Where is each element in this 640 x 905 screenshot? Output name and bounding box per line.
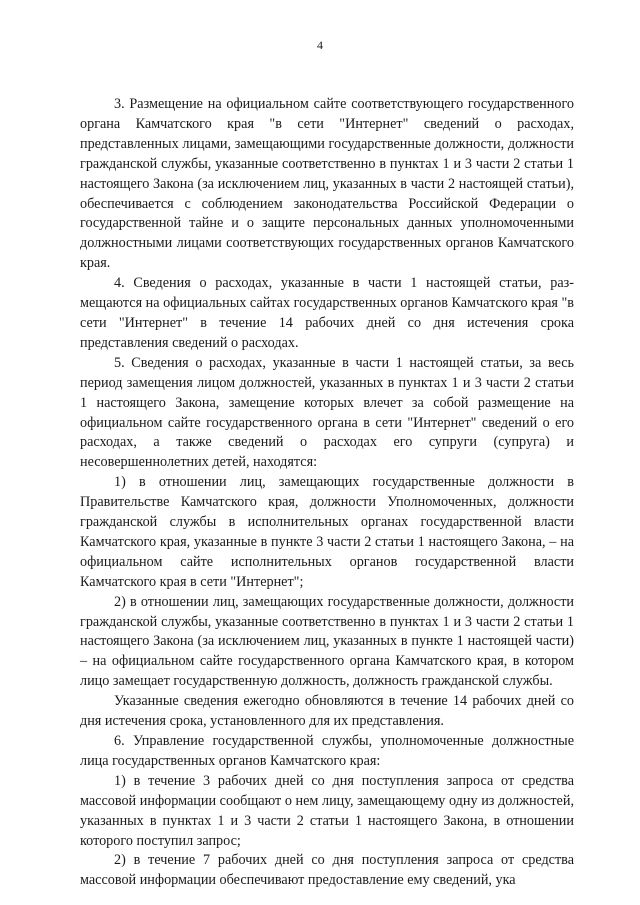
- paragraph-5: 5. Сведения о расходах, указанные в части 1 настоящей статьи, за весь период замещения лицом должностей, указанных в пунктах 1 и 3 части 2 статьи 1 настоящего Закона, замещение которых влечет за собой размещение на официальном сайте государственного органа в сети "Интернет" сведений о его расходах, а также сведений о расходах его супруги (супруга) и несовершеннолетних детей, находятся:: [80, 354, 574, 471]
- document-body: [80, 95, 574, 891]
- paragraph-5-item-2: 2) в отношении лиц, замещающих государственные должности, должности гражданской службы, указанные соответственно в пунктах 1 и 3 части 2 статьи 1 настоящего Закона (за исключением лиц, указанных в пункте 1 настоящей части) – на официальном сайте государственного органа Камчатского края, в котором лицо замещает государственную должность, должность гражданской службы.: [80, 593, 574, 690]
- paragraph-6-item-2: 2) в течение 7 рабочих дней со дня поступления запроса от средства массовой информации обеспечивают предоставление ему сведений, ука: [80, 852, 574, 889]
- paragraph-update-note: Указанные сведения ежегодно обновляются в течение 14 рабочих дней со дня истечения срока, установленного для их представления.: [80, 693, 574, 730]
- paragraph-4: 4. Сведения о расходах, указанные в части 1 настоящей статьи, размещаются на официальных сайтах государственных органов Камчатского края "в сети "Интернет" в течение 14 рабочих дней со дня истечения срока представления сведений о расходах.: [80, 275, 574, 351]
- page-number: 4: [317, 38, 323, 52]
- paragraph-3: 3. Размещение на официальном сайте соответствующего государственного органа Камчатского края "в сети "Интернет" сведений о расходах, представленных лицами, замещающими государственные должности, должности гражданской службы, указанные соответственно в пунктах 1 и 3 части 2 статьи 1 настоящего Закона (за исключением лиц, указанных в части 2 настоящей статьи), обеспечивается с соблюдением законодательства Российской Федерации о государственной тайне и о защите персональных данных уполномоченными должностными лицами соответствующих государственных органов Камчатского края.: [80, 96, 574, 272]
- paragraph-5-item-1: 1) в отношении лиц, замещающих государственные должности в Правительстве Камчатского края, должности Уполномоченных, должности гражданской службы в исполнительных органах государственной власти Камчатского края, указанные в пункте 3 части 2 статьи 1 настоящего Закона, – на официальном сайте исполнительных органов государственной власти Камчатского края в сети "Интернет";: [80, 474, 574, 590]
- paragraph-6-item-1: 1) в течение 3 рабочих дней со дня поступления запроса от средства массовой информации сообщают о нем лицу, замещающему одну из должностей, указанных в пунктах 1 и 3 части 2 статьи 1 настоящего Закона, в отношении которого поступил запрос;: [80, 772, 574, 849]
- paragraph-6: 6. Управление государственной службы, уполномоченные должностные лица государственных органов Камчатского края:: [80, 733, 574, 769]
